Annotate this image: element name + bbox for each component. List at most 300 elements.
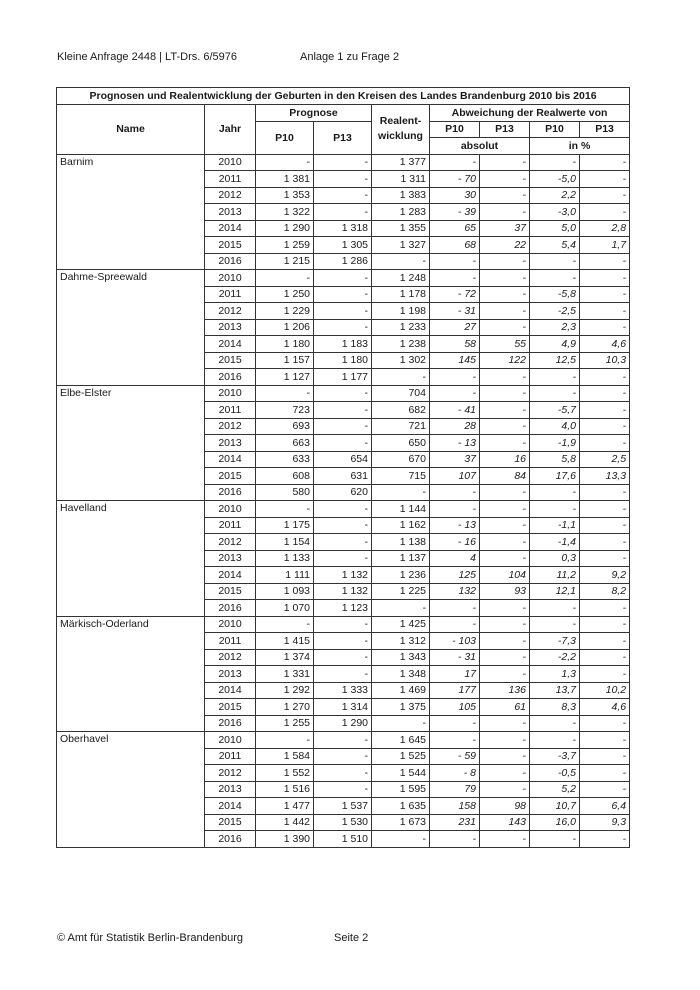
district-name: Oberhavel — [57, 732, 205, 848]
cell-prognose-p13: - — [314, 501, 372, 518]
cell-realentwicklung: - — [372, 715, 430, 732]
cell-abw-abs-p13: - — [480, 204, 530, 221]
col-header-in-percent: in % — [530, 138, 630, 155]
cell-abw-pct-p10: -0,5 — [530, 765, 580, 782]
cell-abw-pct-p13: - — [580, 600, 630, 617]
cell-prognose-p13: - — [314, 286, 372, 303]
cell-abw-pct-p10: 17,6 — [530, 468, 580, 485]
cell-abw-pct-p10: -5,8 — [530, 286, 580, 303]
cell-abw-abs-p13: 55 — [480, 336, 530, 353]
cell-abw-abs-p13: - — [480, 319, 530, 336]
cell-prognose-p13: - — [314, 204, 372, 221]
cell-prognose-p13: - — [314, 303, 372, 320]
cell-abw-abs-p10: 28 — [430, 418, 480, 435]
cell-realentwicklung: - — [372, 484, 430, 501]
cell-abw-pct-p13: - — [580, 253, 630, 270]
col-header-prognose-p13: P13 — [314, 121, 372, 154]
cell-prognose-p10: 723 — [256, 402, 314, 419]
cell-prognose-p10: 1 477 — [256, 798, 314, 815]
cell-prognose-p10: 633 — [256, 451, 314, 468]
cell-abw-abs-p13: - — [480, 418, 530, 435]
cell-prognose-p10: - — [256, 732, 314, 749]
cell-abw-abs-p10: - 31 — [430, 303, 480, 320]
cell-prognose-p10: 1 292 — [256, 682, 314, 699]
cell-year: 2011 — [205, 748, 256, 765]
cell-abw-pct-p13: - — [580, 666, 630, 683]
cell-abw-abs-p13: - — [480, 748, 530, 765]
col-header-realentwicklung: Realent- wicklung — [372, 105, 430, 155]
cell-abw-abs-p10: 30 — [430, 187, 480, 204]
cell-abw-pct-p13: - — [580, 550, 630, 567]
cell-abw-pct-p13: - — [580, 616, 630, 633]
cell-abw-abs-p13: - — [480, 253, 530, 270]
cell-abw-abs-p10: 125 — [430, 567, 480, 584]
cell-abw-abs-p13: 98 — [480, 798, 530, 815]
cell-abw-pct-p10: 5,2 — [530, 781, 580, 798]
cell-year: 2014 — [205, 220, 256, 237]
cell-prognose-p13: 1 333 — [314, 682, 372, 699]
cell-abw-pct-p13: - — [580, 154, 630, 171]
cell-abw-pct-p13: - — [580, 286, 630, 303]
cell-abw-pct-p10: 12,5 — [530, 352, 580, 369]
cell-year: 2010 — [205, 270, 256, 287]
cell-abw-abs-p13: 61 — [480, 699, 530, 716]
cell-abw-pct-p10: 1,3 — [530, 666, 580, 683]
cell-abw-abs-p10: 145 — [430, 352, 480, 369]
cell-abw-pct-p13: - — [580, 369, 630, 386]
cell-abw-abs-p13: - — [480, 666, 530, 683]
cell-abw-abs-p13: - — [480, 831, 530, 848]
cell-realentwicklung: 721 — [372, 418, 430, 435]
cell-prognose-p13: 1 132 — [314, 567, 372, 584]
births-table — [56, 87, 630, 848]
cell-abw-abs-p13: - — [480, 715, 530, 732]
cell-prognose-p13: - — [314, 154, 372, 171]
cell-realentwicklung: 1 327 — [372, 237, 430, 254]
cell-prognose-p13: - — [314, 748, 372, 765]
cell-abw-pct-p10: -2,2 — [530, 649, 580, 666]
cell-prognose-p13: 654 — [314, 451, 372, 468]
cell-abw-pct-p13: - — [580, 831, 630, 848]
cell-prognose-p13: - — [314, 270, 372, 287]
cell-realentwicklung: 1 525 — [372, 748, 430, 765]
cell-abw-pct-p13: - — [580, 732, 630, 749]
cell-year: 2016 — [205, 484, 256, 501]
cell-realentwicklung: 1 162 — [372, 517, 430, 534]
cell-abw-abs-p10: - — [430, 385, 480, 402]
cell-abw-pct-p13: - — [580, 402, 630, 419]
cell-abw-pct-p10: - — [530, 616, 580, 633]
table-row — [57, 732, 630, 749]
cell-prognose-p13: - — [314, 616, 372, 633]
cell-prognose-p10: 1 093 — [256, 583, 314, 600]
cell-realentwicklung: 1 302 — [372, 352, 430, 369]
cell-abw-pct-p10: -2,5 — [530, 303, 580, 320]
cell-abw-pct-p13: - — [580, 385, 630, 402]
district-name: Barnim — [57, 154, 205, 270]
cell-prognose-p10: 1 229 — [256, 303, 314, 320]
cell-realentwicklung: 1 645 — [372, 732, 430, 749]
col-header-pct-p13: P13 — [580, 121, 630, 138]
cell-prognose-p10: 1 381 — [256, 171, 314, 188]
cell-abw-pct-p13: - — [580, 171, 630, 188]
cell-abw-abs-p13: - — [480, 517, 530, 534]
cell-prognose-p10: 1 516 — [256, 781, 314, 798]
cell-abw-abs-p13: 93 — [480, 583, 530, 600]
col-header-absolut: absolut — [430, 138, 530, 155]
cell-abw-abs-p10: 231 — [430, 814, 480, 831]
cell-abw-pct-p13: - — [580, 534, 630, 551]
cell-abw-pct-p10: 2,3 — [530, 319, 580, 336]
cell-year: 2013 — [205, 666, 256, 683]
cell-prognose-p10: 1 175 — [256, 517, 314, 534]
cell-abw-pct-p10: 4,0 — [530, 418, 580, 435]
cell-prognose-p13: - — [314, 781, 372, 798]
col-header-abweichung: Abweichung der Realwerte von — [430, 105, 630, 122]
cell-abw-abs-p13: 143 — [480, 814, 530, 831]
cell-abw-abs-p13: - — [480, 550, 530, 567]
cell-abw-pct-p10: - — [530, 484, 580, 501]
cell-realentwicklung: 1 469 — [372, 682, 430, 699]
cell-abw-abs-p10: - — [430, 616, 480, 633]
cell-year: 2013 — [205, 435, 256, 452]
cell-prognose-p13: 1 183 — [314, 336, 372, 353]
cell-abw-pct-p10: 2,2 — [530, 187, 580, 204]
cell-abw-pct-p13: - — [580, 517, 630, 534]
cell-prognose-p13: - — [314, 517, 372, 534]
table-row — [57, 501, 630, 518]
cell-abw-pct-p13: - — [580, 765, 630, 782]
cell-prognose-p13: - — [314, 633, 372, 650]
cell-prognose-p10: 1 390 — [256, 831, 314, 848]
cell-abw-pct-p10: - — [530, 501, 580, 518]
cell-abw-pct-p13: - — [580, 418, 630, 435]
cell-prognose-p10: 608 — [256, 468, 314, 485]
cell-year: 2015 — [205, 583, 256, 600]
col-header-name: Name — [57, 105, 205, 155]
cell-abw-pct-p10: -1,9 — [530, 435, 580, 452]
cell-abw-pct-p13: 4,6 — [580, 336, 630, 353]
cell-abw-pct-p10: - — [530, 715, 580, 732]
cell-abw-pct-p13: 6,4 — [580, 798, 630, 815]
cell-prognose-p10: 1 215 — [256, 253, 314, 270]
cell-year: 2014 — [205, 451, 256, 468]
col-header-prognose: Prognose — [256, 105, 372, 122]
cell-year: 2016 — [205, 600, 256, 617]
cell-abw-pct-p10: -3,7 — [530, 748, 580, 765]
footer-copyright: © Amt für Statistik Berlin-Brandenburg — [57, 932, 244, 944]
cell-abw-pct-p13: 1,7 — [580, 237, 630, 254]
cell-abw-pct-p10: 8,3 — [530, 699, 580, 716]
cell-prognose-p10: 1 180 — [256, 336, 314, 353]
cell-realentwicklung: 670 — [372, 451, 430, 468]
cell-prognose-p13: - — [314, 187, 372, 204]
cell-realentwicklung: - — [372, 369, 430, 386]
cell-prognose-p10: 1 374 — [256, 649, 314, 666]
cell-realentwicklung: 1 283 — [372, 204, 430, 221]
cell-abw-abs-p10: 65 — [430, 220, 480, 237]
cell-abw-pct-p10: -5,7 — [530, 402, 580, 419]
cell-year: 2015 — [205, 237, 256, 254]
cell-abw-abs-p10: 27 — [430, 319, 480, 336]
cell-prognose-p10: 1 070 — [256, 600, 314, 617]
cell-abw-pct-p10: -5,0 — [530, 171, 580, 188]
cell-abw-abs-p10: - — [430, 600, 480, 617]
cell-year: 2014 — [205, 567, 256, 584]
cell-prognose-p13: - — [314, 171, 372, 188]
district-name: Märkisch-Oderland — [57, 616, 205, 732]
cell-realentwicklung: 1 544 — [372, 765, 430, 782]
cell-abw-pct-p13: - — [580, 649, 630, 666]
cell-abw-pct-p10: - — [530, 253, 580, 270]
cell-year: 2012 — [205, 187, 256, 204]
cell-abw-pct-p10: 5,4 — [530, 237, 580, 254]
table-title: Prognosen und Realentwicklung der Geburten in den Kreisen des Landes Brandenburg 2010 bis 2016 — [57, 88, 630, 105]
cell-prognose-p10: 1 157 — [256, 352, 314, 369]
cell-prognose-p10: 1 290 — [256, 220, 314, 237]
cell-abw-abs-p10: - — [430, 501, 480, 518]
cell-abw-pct-p13: 9,3 — [580, 814, 630, 831]
header-attachment-label: Anlage 1 zu Frage 2 — [300, 51, 400, 63]
cell-prognose-p10: - — [256, 154, 314, 171]
cell-abw-pct-p13: - — [580, 435, 630, 452]
cell-abw-abs-p13: - — [480, 270, 530, 287]
cell-prognose-p13: 1 132 — [314, 583, 372, 600]
cell-abw-pct-p10: - — [530, 600, 580, 617]
cell-prognose-p10: 1 127 — [256, 369, 314, 386]
cell-abw-abs-p13: - — [480, 154, 530, 171]
cell-abw-pct-p13: - — [580, 715, 630, 732]
cell-prognose-p13: 1 286 — [314, 253, 372, 270]
cell-abw-abs-p13: 84 — [480, 468, 530, 485]
cell-year: 2015 — [205, 699, 256, 716]
cell-prognose-p10: 1 442 — [256, 814, 314, 831]
cell-prognose-p10: 1 353 — [256, 187, 314, 204]
cell-prognose-p10: 1 584 — [256, 748, 314, 765]
table-row — [57, 616, 630, 633]
cell-year: 2012 — [205, 534, 256, 551]
cell-realentwicklung: 682 — [372, 402, 430, 419]
cell-year: 2015 — [205, 352, 256, 369]
cell-abw-pct-p13: - — [580, 319, 630, 336]
cell-realentwicklung: 1 225 — [372, 583, 430, 600]
cell-year: 2011 — [205, 286, 256, 303]
cell-prognose-p10: - — [256, 385, 314, 402]
cell-abw-abs-p13: - — [480, 600, 530, 617]
cell-abw-pct-p13: 9,2 — [580, 567, 630, 584]
cell-prognose-p13: 631 — [314, 468, 372, 485]
cell-abw-abs-p10: - 72 — [430, 286, 480, 303]
cell-abw-pct-p13: 2,5 — [580, 451, 630, 468]
cell-abw-pct-p13: 2,8 — [580, 220, 630, 237]
cell-prognose-p10: 580 — [256, 484, 314, 501]
cell-abw-abs-p13: - — [480, 171, 530, 188]
cell-abw-abs-p13: - — [480, 435, 530, 452]
cell-abw-pct-p13: - — [580, 748, 630, 765]
cell-realentwicklung: 1 312 — [372, 633, 430, 650]
cell-abw-pct-p10: 11,2 — [530, 567, 580, 584]
cell-realentwicklung: 1 311 — [372, 171, 430, 188]
cell-year: 2011 — [205, 171, 256, 188]
cell-abw-abs-p13: - — [480, 534, 530, 551]
cell-abw-pct-p13: - — [580, 204, 630, 221]
cell-year: 2011 — [205, 633, 256, 650]
cell-prognose-p10: 1 552 — [256, 765, 314, 782]
cell-prognose-p10: 1 206 — [256, 319, 314, 336]
cell-abw-abs-p10: - 16 — [430, 534, 480, 551]
cell-prognose-p10: 1 255 — [256, 715, 314, 732]
cell-realentwicklung: 1 383 — [372, 187, 430, 204]
cell-abw-pct-p10: 13,7 — [530, 682, 580, 699]
cell-abw-pct-p13: - — [580, 303, 630, 320]
cell-abw-pct-p10: -7,3 — [530, 633, 580, 650]
cell-abw-pct-p13: - — [580, 187, 630, 204]
cell-abw-abs-p10: - — [430, 253, 480, 270]
cell-abw-pct-p13: - — [580, 781, 630, 798]
cell-abw-pct-p13: - — [580, 501, 630, 518]
cell-year: 2010 — [205, 616, 256, 633]
cell-abw-pct-p10: - — [530, 385, 580, 402]
cell-abw-abs-p10: 158 — [430, 798, 480, 815]
cell-abw-pct-p10: 16,0 — [530, 814, 580, 831]
cell-prognose-p13: 1 318 — [314, 220, 372, 237]
cell-realentwicklung: 1 355 — [372, 220, 430, 237]
col-header-prognose-p10: P10 — [256, 121, 314, 154]
cell-realentwicklung: 715 — [372, 468, 430, 485]
cell-realentwicklung: 1 635 — [372, 798, 430, 815]
cell-year: 2013 — [205, 204, 256, 221]
cell-abw-pct-p13: - — [580, 484, 630, 501]
cell-prognose-p13: - — [314, 319, 372, 336]
cell-abw-abs-p10: - 8 — [430, 765, 480, 782]
cell-prognose-p13: 1 177 — [314, 369, 372, 386]
cell-abw-abs-p10: - — [430, 270, 480, 287]
cell-prognose-p10: 1 133 — [256, 550, 314, 567]
col-header-abw-p10: P10 — [430, 121, 480, 138]
cell-abw-abs-p13: 136 — [480, 682, 530, 699]
cell-prognose-p13: 1 314 — [314, 699, 372, 716]
header-document-reference: Kleine Anfrage 2448 | LT-Drs. 6/5976 — [57, 51, 237, 63]
cell-year: 2014 — [205, 336, 256, 353]
cell-abw-abs-p10: 105 — [430, 699, 480, 716]
cell-abw-abs-p13: - — [480, 765, 530, 782]
cell-abw-pct-p10: 5,8 — [530, 451, 580, 468]
cell-realentwicklung: 1 425 — [372, 616, 430, 633]
table-row — [57, 385, 630, 402]
cell-abw-abs-p13: - — [480, 402, 530, 419]
cell-realentwicklung: 1 138 — [372, 534, 430, 551]
cell-year: 2013 — [205, 781, 256, 798]
cell-prognose-p13: - — [314, 435, 372, 452]
cell-abw-abs-p13: - — [480, 484, 530, 501]
cell-abw-pct-p10: 0,3 — [530, 550, 580, 567]
cell-abw-pct-p13: 10,3 — [580, 352, 630, 369]
cell-prognose-p13: - — [314, 534, 372, 551]
cell-prognose-p10: - — [256, 270, 314, 287]
cell-year: 2012 — [205, 303, 256, 320]
cell-abw-abs-p10: - — [430, 484, 480, 501]
cell-abw-abs-p13: - — [480, 303, 530, 320]
cell-realentwicklung: 650 — [372, 435, 430, 452]
cell-abw-abs-p13: - — [480, 369, 530, 386]
cell-abw-pct-p10: 5,0 — [530, 220, 580, 237]
cell-abw-abs-p13: - — [480, 286, 530, 303]
cell-abw-abs-p10: 107 — [430, 468, 480, 485]
cell-prognose-p10: 693 — [256, 418, 314, 435]
cell-abw-abs-p10: 132 — [430, 583, 480, 600]
cell-abw-pct-p10: 10,7 — [530, 798, 580, 815]
cell-year: 2010 — [205, 732, 256, 749]
cell-prognose-p10: 1 154 — [256, 534, 314, 551]
cell-abw-abs-p13: 16 — [480, 451, 530, 468]
cell-abw-pct-p13: 8,2 — [580, 583, 630, 600]
cell-realentwicklung: 1 233 — [372, 319, 430, 336]
cell-prognose-p13: 1 180 — [314, 352, 372, 369]
cell-year: 2012 — [205, 649, 256, 666]
cell-prognose-p13: 1 530 — [314, 814, 372, 831]
cell-abw-abs-p13: - — [480, 781, 530, 798]
cell-abw-pct-p10: - — [530, 369, 580, 386]
cell-prognose-p10: 1 270 — [256, 699, 314, 716]
cell-realentwicklung: 1 178 — [372, 286, 430, 303]
cell-abw-pct-p13: 13,3 — [580, 468, 630, 485]
cell-abw-abs-p13: 122 — [480, 352, 530, 369]
cell-year: 2010 — [205, 154, 256, 171]
cell-abw-pct-p13: - — [580, 633, 630, 650]
cell-abw-abs-p10: - — [430, 715, 480, 732]
cell-abw-pct-p10: -1,1 — [530, 517, 580, 534]
cell-prognose-p10: - — [256, 501, 314, 518]
cell-realentwicklung: 1 137 — [372, 550, 430, 567]
cell-realentwicklung: 1 673 — [372, 814, 430, 831]
cell-abw-abs-p13: - — [480, 501, 530, 518]
cell-prognose-p10: 1 259 — [256, 237, 314, 254]
cell-year: 2011 — [205, 402, 256, 419]
cell-year: 2012 — [205, 765, 256, 782]
cell-abw-abs-p13: 104 — [480, 567, 530, 584]
cell-prognose-p13: 1 123 — [314, 600, 372, 617]
cell-abw-pct-p13: - — [580, 270, 630, 287]
cell-abw-pct-p13: 4,6 — [580, 699, 630, 716]
cell-year: 2015 — [205, 814, 256, 831]
cell-year: 2014 — [205, 682, 256, 699]
cell-abw-abs-p10: - 13 — [430, 517, 480, 534]
cell-prognose-p13: - — [314, 666, 372, 683]
cell-realentwicklung: 1 348 — [372, 666, 430, 683]
cell-abw-abs-p10: - — [430, 831, 480, 848]
cell-abw-abs-p10: 17 — [430, 666, 480, 683]
cell-prognose-p10: 1 111 — [256, 567, 314, 584]
cell-prognose-p13: - — [314, 402, 372, 419]
cell-abw-abs-p10: - — [430, 369, 480, 386]
cell-prognose-p10: 663 — [256, 435, 314, 452]
col-header-pct-p10: P10 — [530, 121, 580, 138]
cell-prognose-p13: - — [314, 649, 372, 666]
cell-abw-abs-p10: - — [430, 154, 480, 171]
cell-realentwicklung: 1 144 — [372, 501, 430, 518]
cell-prognose-p10: 1 250 — [256, 286, 314, 303]
cell-year: 2015 — [205, 468, 256, 485]
cell-abw-abs-p10: 58 — [430, 336, 480, 353]
cell-abw-pct-p10: 4,9 — [530, 336, 580, 353]
cell-abw-abs-p13: - — [480, 616, 530, 633]
col-header-jahr: Jahr — [205, 105, 256, 155]
cell-abw-pct-p10: - — [530, 831, 580, 848]
cell-abw-pct-p10: 12,1 — [530, 583, 580, 600]
cell-prognose-p10: 1 322 — [256, 204, 314, 221]
district-name: Havelland — [57, 501, 205, 617]
cell-abw-pct-p10: -3,0 — [530, 204, 580, 221]
